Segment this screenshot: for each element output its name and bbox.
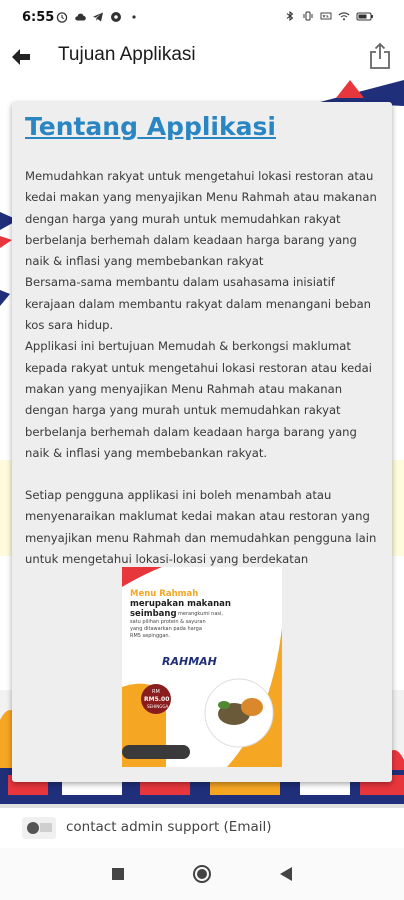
contact-row[interactable]: [0, 808, 404, 848]
navigation-bar: [0, 848, 404, 900]
arrow-left-icon: [10, 48, 32, 66]
menu-rahmah-poster: [122, 567, 282, 767]
app-bar: [0, 36, 404, 81]
wifi-icon: [338, 10, 350, 22]
poster-line-2: merupakan makanan: [130, 599, 231, 609]
admin-support-icon: [22, 817, 56, 839]
paragraph-2: Bersama-sama membantu dalam usahasama inisiatif kerajaan dalam membantu rakyat dalam menangani beban kos sara hidup.: [25, 275, 372, 333]
bluetooth-icon: [284, 10, 296, 22]
card-text: [25, 166, 379, 570]
home-circle-icon: [192, 864, 212, 884]
cloud-icon: [74, 11, 86, 23]
status-left-icons: [56, 11, 140, 23]
status-right-icons: [284, 10, 374, 22]
poster-brand: RAHMAH: [162, 655, 217, 668]
status-time: 6:55: [22, 10, 55, 25]
status-bar: [0, 0, 404, 36]
nav-back-button[interactable]: [276, 864, 296, 884]
home-button[interactable]: [192, 864, 212, 884]
volte-icon: [320, 10, 332, 22]
recents-button[interactable]: [108, 864, 128, 884]
poster-price: RM5.00: [144, 696, 170, 703]
poster-line-4: merangkumi nasi,: [178, 611, 223, 617]
paragraph-4: Setiap pengguna applikasi ini boleh menambah atau menyenaraikan maklumat kedai makan atau restoran yang menyajikan menu Rahmah dan memudahkan pengguna lain untuk mengetahui lokasi-lokasi yang berdekatan: [25, 488, 377, 567]
share-icon: [368, 42, 392, 70]
battery-icon: [356, 10, 374, 22]
share-button[interactable]: [366, 40, 394, 72]
alarm-icon: [56, 11, 68, 23]
page-title: Tujuan Applikasi: [58, 44, 196, 65]
telegram-icon: [92, 11, 104, 23]
about-card: [12, 102, 392, 782]
dot-icon: [128, 11, 140, 23]
poster-line-6: yang ditawarkan pada harga: [130, 626, 202, 632]
poster-line-7: RM5 sepinggan.: [130, 633, 171, 639]
back-triangle-icon: [279, 866, 293, 882]
poster-line-3: seimbang: [130, 609, 177, 619]
card-heading: Tentang Applikasi: [25, 112, 276, 141]
back-button[interactable]: [8, 44, 34, 70]
vibrate-icon: [302, 10, 314, 22]
soccer-icon: [110, 11, 122, 23]
poster-price-small: RM: [152, 689, 160, 695]
poster-title: Menu Rahmah: [130, 589, 199, 599]
recents-square-icon: [111, 867, 125, 881]
contact-admin-link[interactable]: contact admin support (Email): [66, 819, 272, 835]
poster-price-note: SEHINGGA: [147, 704, 169, 709]
paragraph-1: Memudahkan rakyat untuk mengetahui lokasi restoran atau kedai makan yang menyajikan Menu Rahmah atau makanan dengan harga yang murah untuk memudahkan rakyat berbelanja berhemah dalam keadaan harga barang yang naik & inflasi yang membebankan rakyat: [25, 169, 377, 269]
poster-line-5: satu pilihan protein & sayuran: [130, 619, 206, 625]
paragraph-3: Applikasi ini bertujuan Memudah & berkongsi maklumat kepada rakyat untuk mengetahui lokasi restoran atau kedai makan yang menyajikan Menu Rahmah atau makanan dengan harga yang murah untuk memudahkan rakyat berbelanja berhemah dalam keadaan harga barang yang naik & inflasi yang membebankan rakyat.: [25, 339, 372, 460]
